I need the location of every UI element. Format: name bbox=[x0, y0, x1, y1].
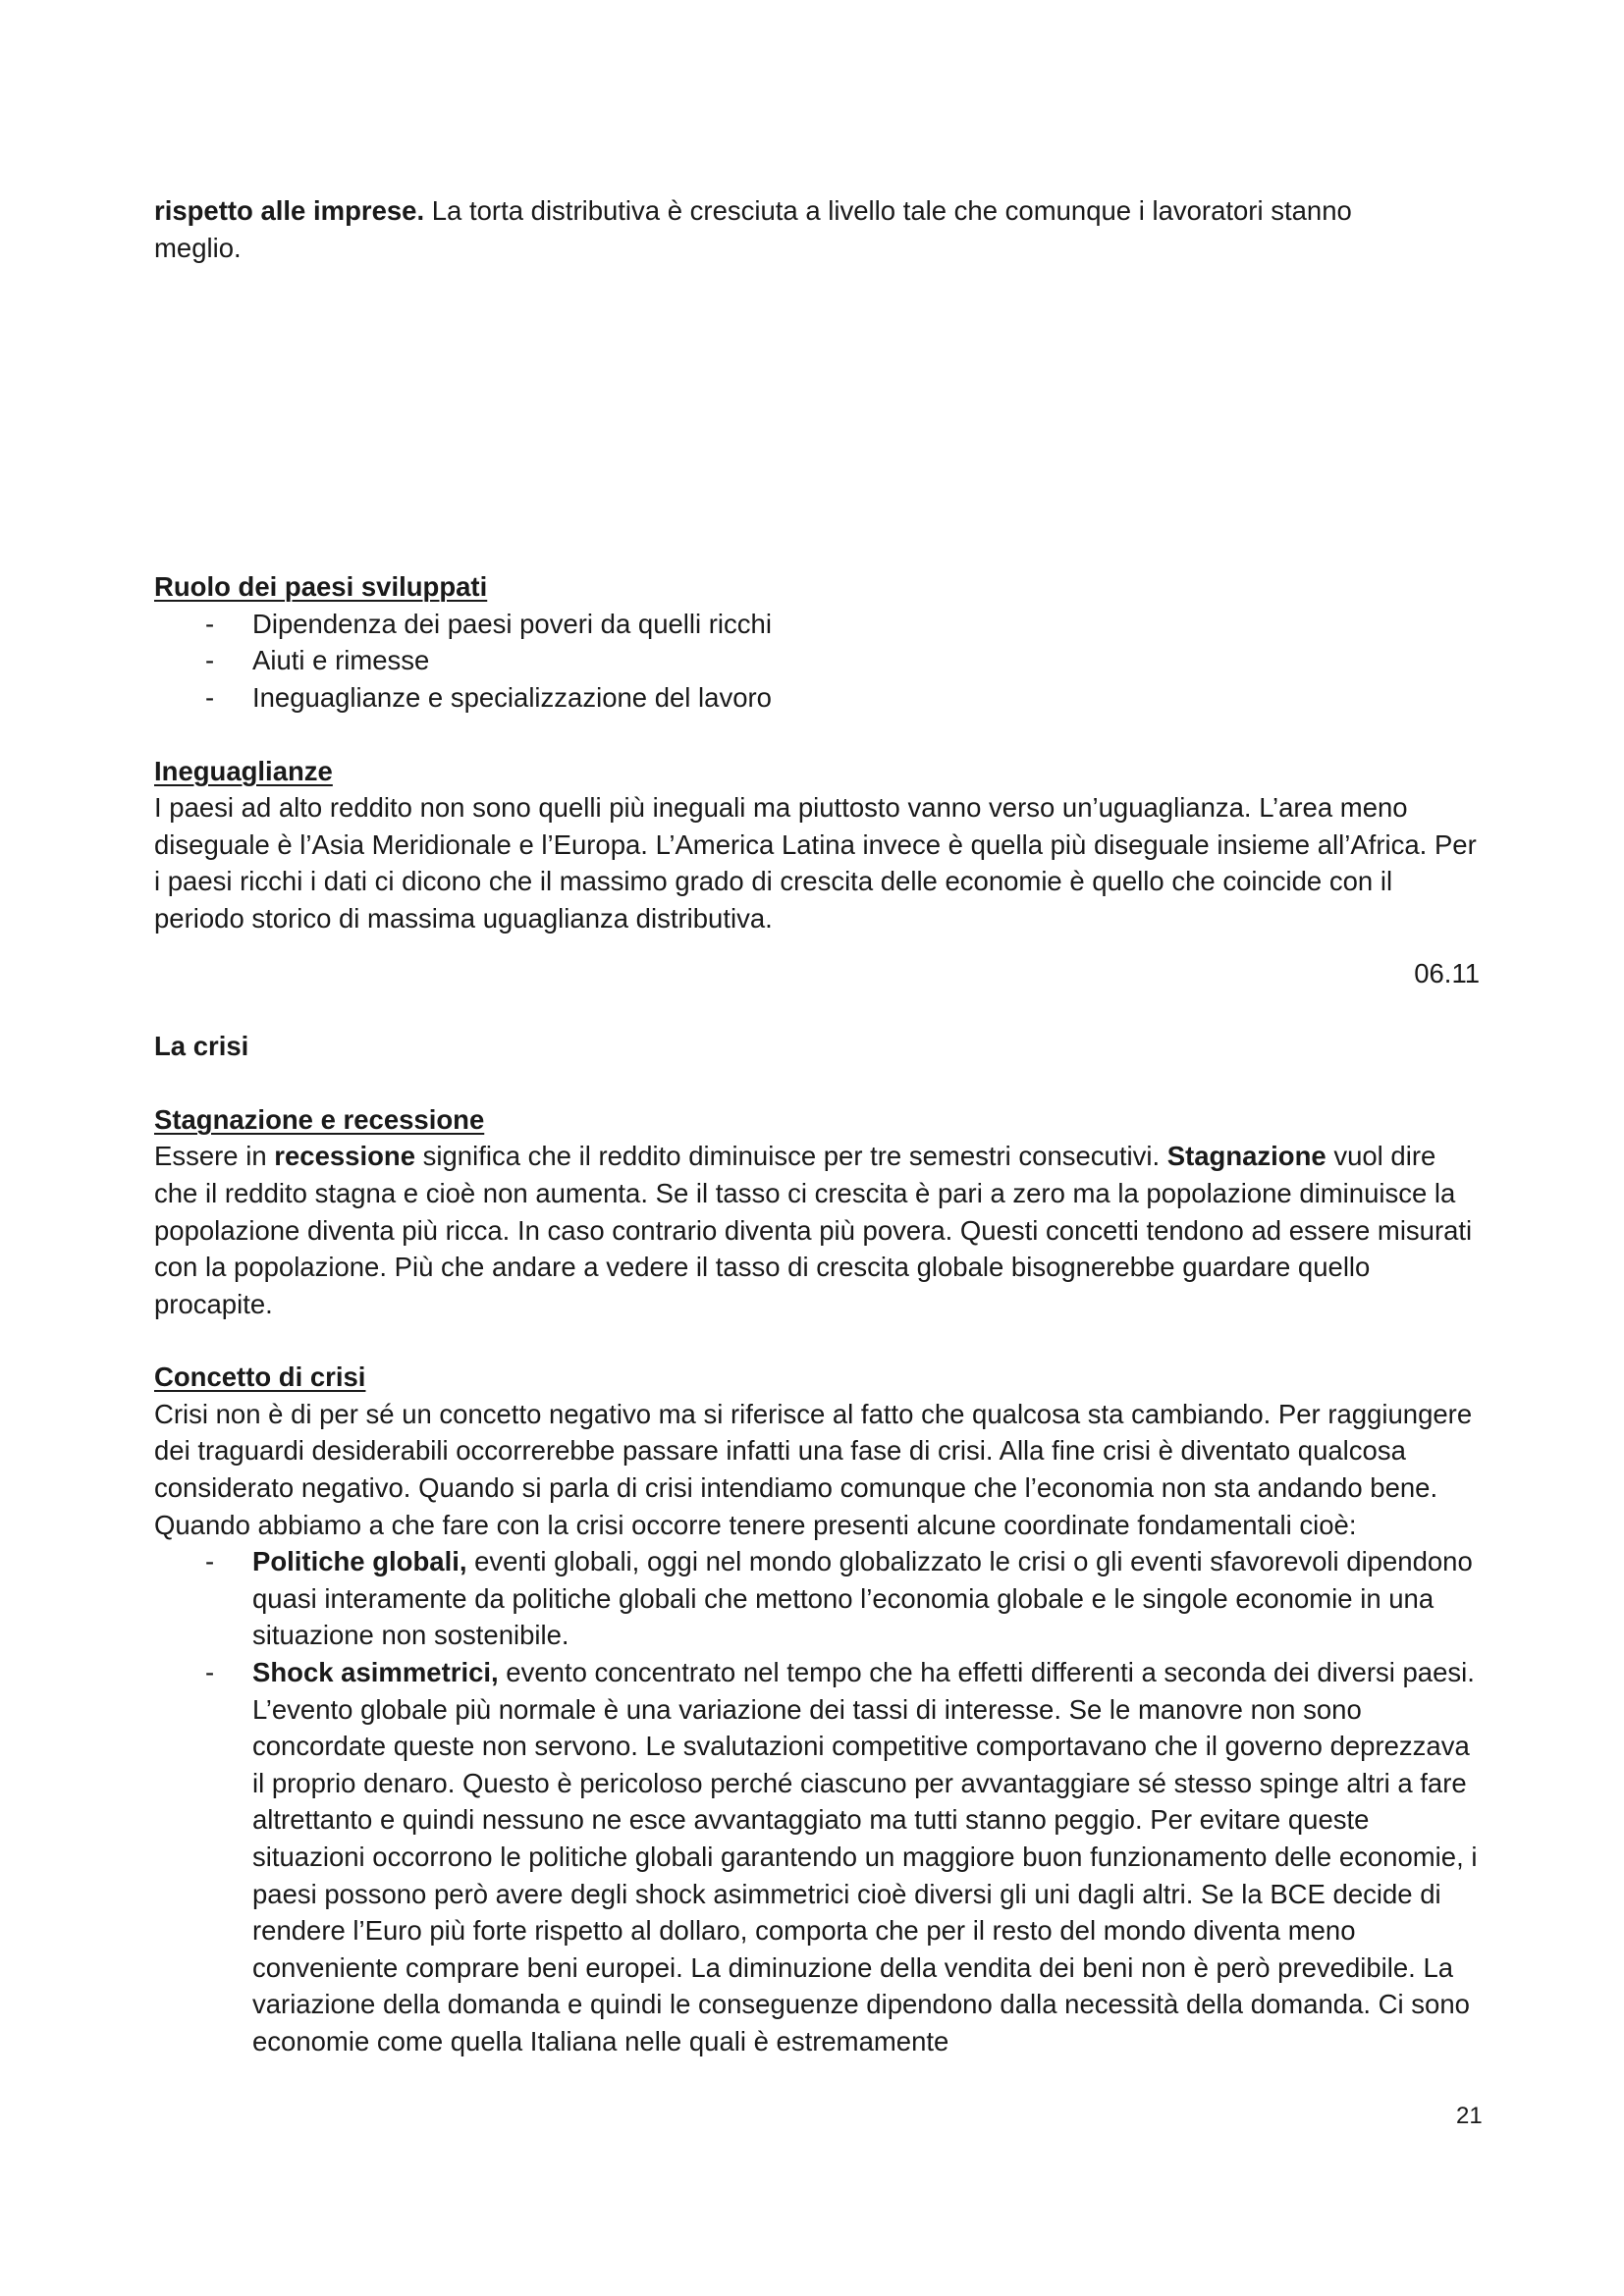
list-item: - Shock asimmetrici, evento concentrato nel tempo che ha effetti differenti a seconda dei diversi paesi. L’evento globale più normale è una variazione dei tassi di interesse. Se le manovre non sono concordate queste non servono. Le svalutazioni competitive comportavano che il governo deprezzava il proprio denaro. Questo è pericoloso perché ciascuno per avvantaggiare sé stesso spinge altri a fare altrettanto e quindi nessuno ne esce avvantaggiato ma tutti stanno peggio. Per evitare queste situazioni occorrono le politiche globali garantendo un maggiore buon funzionamento delle economie, i paesi possono però avere degli shock asimmetrici cioè diversi gli uni dagli altri. Se la BCE decide di rendere l’Euro più forte rispetto al dollaro, comporta che per il resto del mondo diventa meno conveniente comprare beni europei. La diminuzione della vendita dei beni non è però prevedibile. La variazione della domanda e quindi le conseguenze dipendono dalla necessità della domanda. Ci sono economie come quella Italiana nelle quali è estremamente bbox=[205, 1657, 1478, 2056]
concetto-list bbox=[154, 1543, 1480, 2059]
crisi-title: La crisi bbox=[154, 1031, 249, 1062]
ineguaglianze-paragraph: I paesi ad alto reddito non sono quelli più ineguali ma piuttosto vanno verso un’uguaglianza. L’area meno diseguale è l’Asia Meridionale e l’Europa. L’America Latina invece è quella più diseguale insieme all’Africa. Per i paesi ricchi i dati ci dicono che il massimo grado di crescita delle economie è quello che coincide con il periodo storico di massima uguaglianza distributiva. bbox=[154, 792, 1477, 934]
heading-ineguaglianze: Ineguaglianze bbox=[154, 755, 333, 786]
intro-paragraph bbox=[154, 192, 1391, 266]
list-item: - Politiche globali, eventi globali, oggi nel mondo globalizzato le crisi o gli eventi sfavorevoli dipendono quasi interamente da politiche globali che mettono l’economia globale e le singole economie in una situazione non sostenibile. bbox=[205, 1546, 1473, 1651]
ruolo-list bbox=[154, 606, 1480, 717]
heading-concetto: Concetto di crisi bbox=[154, 1362, 366, 1393]
concetto-paragraph-2: Quando abbiamo a che fare con la crisi occorre tenere presenti alcune coordinate fondamentali cioè: bbox=[154, 1509, 1357, 1540]
intro-bold: rispetto alle imprese. bbox=[154, 195, 425, 226]
list-item: - Aiuti e rimesse bbox=[205, 645, 430, 676]
heading-ruolo: Ruolo dei paesi sviluppati bbox=[154, 571, 488, 603]
list-item: - Ineguaglianze e specializzazione del lavoro bbox=[205, 681, 772, 713]
concetto-paragraph-1: Crisi non è di per sé un concetto negativo ma si riferisce al fatto che qualcosa sta cambiando. Per raggiungere dei traguardi desiderabili occorrerebbe passare infatti una fase di crisi. Alla fine crisi è diventato qualcosa considerato negativo. Quando si parla di crisi intendiamo comunque che l’economia non sta andando bene. bbox=[154, 1398, 1473, 1504]
stagnazione-paragraph: Essere in recessione significa che il reddito diminuisce per tre semestri consecutivi. Stagnazione vuol dire che il reddito stagna e cioè non aumenta. Se il tasso ci crescita è pari a zero ma la popolazione diminuisce la popolazione diventa più ricca. In caso contrario diventa più povera. Questi concetti tendono ad essere misurati con la popolazione. Più che andare a vedere il tasso di crescita globale bisognerebbe guardare quello procapite. bbox=[154, 1141, 1473, 1319]
heading-stagnazione: Stagnazione e recessione bbox=[154, 1103, 485, 1135]
document-page bbox=[154, 192, 1480, 2060]
intro-text: La torta distributiva è cresciuta a livello tale che comunque i lavoratori stanno meglio. bbox=[154, 195, 1352, 263]
page-number: 21 bbox=[1456, 2103, 1483, 2129]
section-date: 06.11 bbox=[1414, 957, 1480, 988]
list-item: - Dipendenza dei paesi poveri da quelli ricchi bbox=[205, 608, 772, 639]
